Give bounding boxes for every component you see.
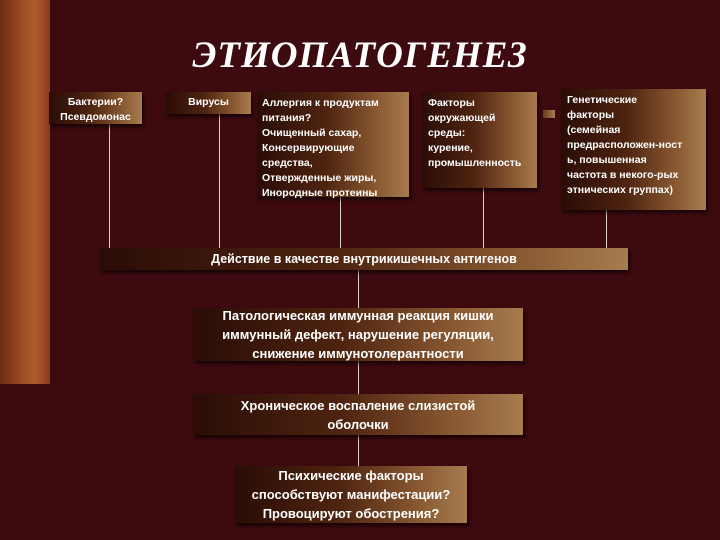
connector-line	[483, 188, 484, 248]
flow-line: оболочки	[327, 416, 389, 432]
factor-viruses	[166, 92, 251, 114]
factor-line: Факторы	[428, 97, 475, 109]
connector-line	[340, 197, 341, 248]
connector-line	[109, 124, 110, 248]
factor-line: Псевдомонас	[60, 111, 131, 123]
factor-line: Очищенный сахар,	[262, 127, 362, 139]
factor-line: Отвержденные жиры,	[262, 172, 377, 184]
factor-line: факторы	[567, 109, 615, 121]
factor-line: курение,	[428, 142, 473, 154]
factor-food-allergy	[257, 92, 409, 197]
factor-line: Вирусы	[188, 96, 229, 108]
factor-line: окружающей	[428, 112, 496, 124]
connector-line	[219, 114, 220, 248]
flow-line: снижение иммунотолерантности	[252, 346, 464, 361]
factor-genetic	[561, 89, 706, 210]
factor-line: Аллергия к продуктам	[262, 97, 379, 109]
factor-bacteria	[49, 92, 142, 124]
factor-environment	[422, 92, 537, 188]
factor-line: (семейная	[567, 124, 621, 136]
flow-chronic-inflammation	[193, 394, 523, 435]
flow-line: иммунный дефект, нарушение регуляции,	[222, 327, 494, 342]
flow-line: способствуют манифестации?	[251, 487, 451, 502]
connector-tab	[543, 110, 555, 118]
factor-line: Генетические	[567, 94, 638, 106]
slide-title: ЭТИОПАТОГЕНЕЗ	[192, 35, 528, 76]
factor-line: Инородные протеины	[262, 187, 378, 199]
factor-line: Консервирующие	[262, 142, 355, 154]
factor-line: предрасположен-ност	[567, 139, 683, 151]
factor-line: промышленность	[428, 157, 522, 169]
factor-line: ь, повышенная	[567, 154, 647, 166]
factor-line: Бактерии?	[67, 96, 124, 108]
factor-line: этнических группах)	[567, 184, 674, 196]
factor-line: среды:	[428, 127, 466, 139]
connector-line	[358, 361, 359, 394]
connector-line	[606, 210, 607, 248]
flow-line: Патологическая иммунная реакция кишки	[222, 308, 494, 323]
factor-line: средства,	[262, 157, 313, 169]
factor-line: частота в некого-рых	[567, 169, 679, 181]
connector-line	[358, 435, 359, 466]
flow-line: Хроническое воспаление слизистой	[240, 397, 476, 413]
factor-line: питания?	[262, 112, 312, 124]
flow-antigen-action	[100, 248, 628, 270]
flow-line: Провоцируют обострения?	[262, 506, 440, 521]
flow-line: Действие в качестве внутрикишечных антигенов	[211, 251, 517, 266]
connector-line	[358, 270, 359, 308]
flow-line: Психические факторы	[278, 468, 424, 483]
flow-immune-reaction	[193, 308, 523, 361]
flow-psychic-factors	[235, 466, 467, 523]
